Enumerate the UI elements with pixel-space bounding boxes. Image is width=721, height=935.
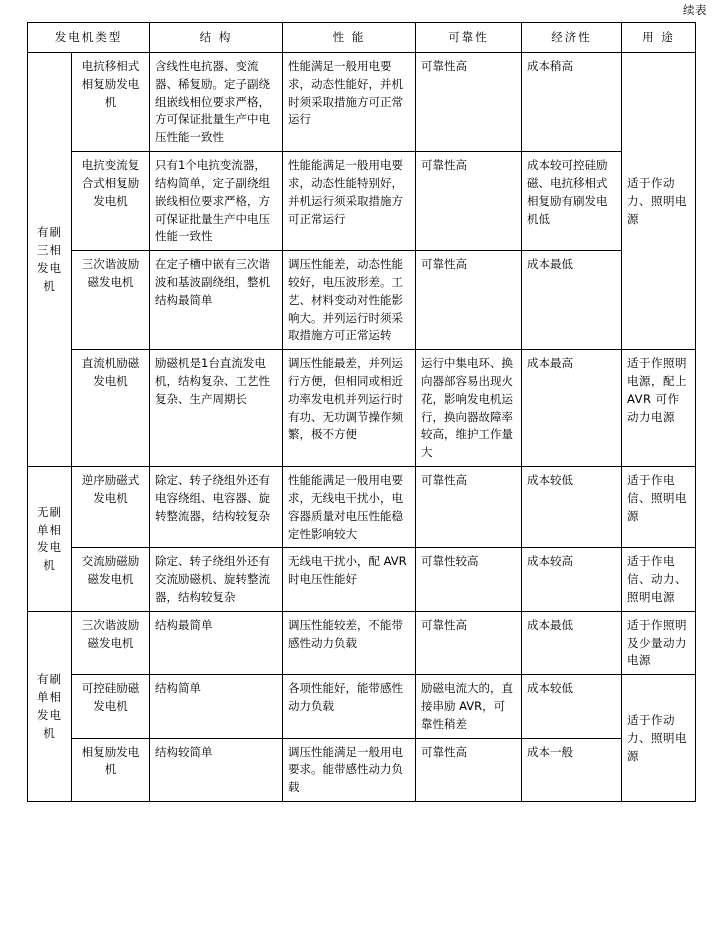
table-row [28,738,696,801]
row-use: 适于作动力、照明电源 [622,675,696,802]
column-header-reliability: 可靠性 [416,23,522,53]
row-type: 逆序励磁式发电机 [72,467,150,548]
table-row [28,53,696,152]
row-reliability: 运行中集电环、换向器部容易出现火花，影响发电机运行，换向器故障率较高，维护工作量大 [416,350,522,467]
row-use: 适于作照明电源，配上 AVR 可作动力电源 [622,350,696,467]
row-performance: 调压性能最差，并列运行方便，但相同或相近功率发电机并列运行时有功、无功调节操作频繁，极不方便 [283,350,416,467]
row-economy: 成本较高 [522,548,622,611]
table-body [28,53,696,802]
row-reliability: 可靠性高 [416,611,522,674]
row-structure: 结构简单 [150,675,283,738]
row-reliability: 可靠性高 [416,152,522,251]
group-label-brushed-three-phase: 有刷三相发电机 [28,53,72,467]
row-type: 交流励磁励磁发电机 [72,548,150,611]
row-reliability: 可靠性高 [416,738,522,801]
row-reliability: 励磁电流大的，直接串励 AVR，可靠性稍差 [416,675,522,738]
column-header-performance: 性 能 [283,23,416,53]
row-performance: 性能能满足一般用电要求，无线电干扰小，电容器质量对电压性能稳定性影响较大 [283,467,416,548]
row-economy: 成本较低 [522,467,622,548]
row-economy: 成本最低 [522,611,622,674]
row-use: 适于作动力、照明电源 [622,53,696,350]
table-row [28,675,696,738]
row-type: 三次谐波励磁发电机 [72,251,150,350]
row-performance: 各项性能好，能带感性动力负载 [283,675,416,738]
row-reliability: 可靠性较高 [416,548,522,611]
row-type: 相复励发电机 [72,738,150,801]
table-row [28,548,696,611]
table-row [28,467,696,548]
column-header-use: 用 途 [622,23,696,53]
row-type: 直流机励磁发电机 [72,350,150,467]
row-structure: 含线性电抗器、变流器、稀复励。定子副绕组嵌线相位要求严格，方可保证批量生产中电压性能一致性 [150,53,283,152]
table-header-row [28,23,696,53]
row-economy: 成本最高 [522,350,622,467]
column-header-type: 发电机类型 [28,23,150,53]
column-header-economy: 经济性 [522,23,622,53]
row-structure: 在定子槽中嵌有三次谐波和基波副绕组，整机结构最简单 [150,251,283,350]
row-structure: 除定、转子绕组外还有电容绕组、电容器、旋转整流器，结构较复杂 [150,467,283,548]
row-reliability: 可靠性高 [416,53,522,152]
group-label-brushless-single-phase: 无刷单相发电机 [28,467,72,612]
row-performance: 调压性能差，动态性能较好，电压波形差。工艺、材料变动对性能影响大。并列运行时须采取措施方可正常运转 [283,251,416,350]
row-performance: 调压性能较差，不能带感性动力负载 [283,611,416,674]
row-economy: 成本较低 [522,675,622,738]
row-structure: 结构最简单 [150,611,283,674]
row-economy: 成本稍高 [522,53,622,152]
row-performance: 调压性能满足一般用电要求。能带感性动力负载 [283,738,416,801]
row-structure: 只有1个电抗变流器，结构简单，定子副绕组嵌线相位要求严格，方可保证批量生产中电压性能一致性 [150,152,283,251]
table-row [28,350,696,467]
row-use: 适于作电信、动力、照明电源 [622,548,696,611]
row-reliability: 可靠性高 [416,467,522,548]
row-structure: 结构较简单 [150,738,283,801]
table-row [28,611,696,674]
table-header [28,23,696,53]
table-row [28,152,696,251]
row-use: 适于作电信、照明电源 [622,467,696,548]
continued-label: 续表 [683,3,707,17]
row-performance: 性能满足一般用电要求，动态性能好，并机时须采取措施方可正常运行 [283,53,416,152]
row-structure: 励磁机是1台直流发电机，结构复杂、工艺性复杂、生产周期长 [150,350,283,467]
row-economy: 成本较可控硅励磁、电抗移相式相复励有刷发电机低 [522,152,622,251]
table-row [28,251,696,350]
group-label-brushed-single-phase: 有刷单相发电机 [28,611,72,801]
row-type: 可控硅励磁发电机 [72,675,150,738]
row-economy: 成本最低 [522,251,622,350]
row-economy: 成本一般 [522,738,622,801]
row-type: 电抗变流复合式相复励发电机 [72,152,150,251]
row-type: 三次谐波励磁发电机 [72,611,150,674]
column-header-structure: 结 构 [150,23,283,53]
row-performance: 性能能满足一般用电要求，动态性能特别好，并机运行须采取措施方可正常运行 [283,152,416,251]
row-reliability: 可靠性高 [416,251,522,350]
generator-comparison-table [27,22,696,802]
row-performance: 无线电干扰小，配 AVR 时电压性能好 [283,548,416,611]
row-use: 适于作照明及少量动力电源 [622,611,696,674]
row-type: 电抗移相式相复励发电机 [72,53,150,152]
row-structure: 除定、转子绕组外还有交流励磁机、旋转整流器，结构较复杂 [150,548,283,611]
